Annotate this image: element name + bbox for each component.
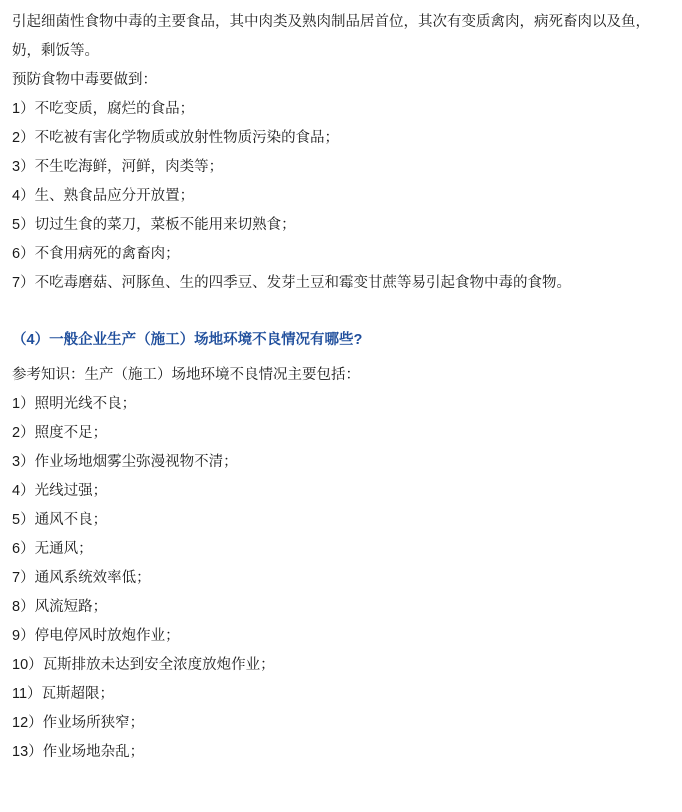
list-item: 6）无通风； — [12, 541, 93, 557]
list-item: 7）通风系统效率低； — [12, 570, 151, 586]
list-item: 9）停电停风时放炮作业； — [12, 628, 180, 644]
site-environment-list — [12, 390, 670, 767]
food-poisoning-lead-in: 预防食物中毒要做到： — [12, 72, 157, 88]
list-item: 7）不吃毒磨菇、河豚鱼、生的四季豆、发芽土豆和霉变甘蔗等易引起食物中毒的食物。 — [12, 275, 572, 291]
list-item: 5）切过生食的菜刀，菜板不能用来切熟食； — [12, 217, 296, 233]
section-spacer — [12, 298, 670, 326]
list-item: 6）不食用病死的禽畜肉； — [12, 246, 180, 262]
list-item: 1）不吃变质，腐烂的食品； — [12, 101, 195, 117]
list-item: 10）瓦斯排放未达到安全浓度放炮作业； — [12, 657, 275, 673]
food-poisoning-intro-paragraph: 引起细菌性食物中毒的主要食品，其中肉类及熟肉制品居首位，其次有变质禽肉，病死畜肉以及鱼，奶，剩饭等。 — [12, 14, 650, 59]
list-item: 3）作业场地烟雾尘弥漫视物不清； — [12, 454, 238, 470]
site-environment-heading: （4）一般企业生产（施工）场地环境不良情况有哪些? — [12, 332, 363, 348]
site-environment-lead-in: 参考知识：生产（施工）场地环境不良情况主要包括： — [12, 367, 360, 383]
list-item: 12）作业场所狭窄； — [12, 715, 145, 731]
list-item: 8）风流短路； — [12, 599, 108, 615]
food-poisoning-list — [12, 95, 670, 298]
list-item: 4）光线过强； — [12, 483, 108, 499]
list-item: 1）照明光线不良； — [12, 396, 137, 412]
list-item: 3）不生吃海鲜，河鲜，肉类等； — [12, 159, 224, 175]
list-item: 13）作业场地杂乱； — [12, 744, 145, 760]
list-item: 11）瓦斯超限； — [12, 686, 115, 702]
list-item: 5）通风不良； — [12, 512, 108, 528]
list-item: 2）不吃被有害化学物质或放射性物质污染的食品； — [12, 130, 340, 146]
list-item: 2）照度不足； — [12, 425, 108, 441]
list-item: 4）生、熟食品应分开放置； — [12, 188, 195, 204]
